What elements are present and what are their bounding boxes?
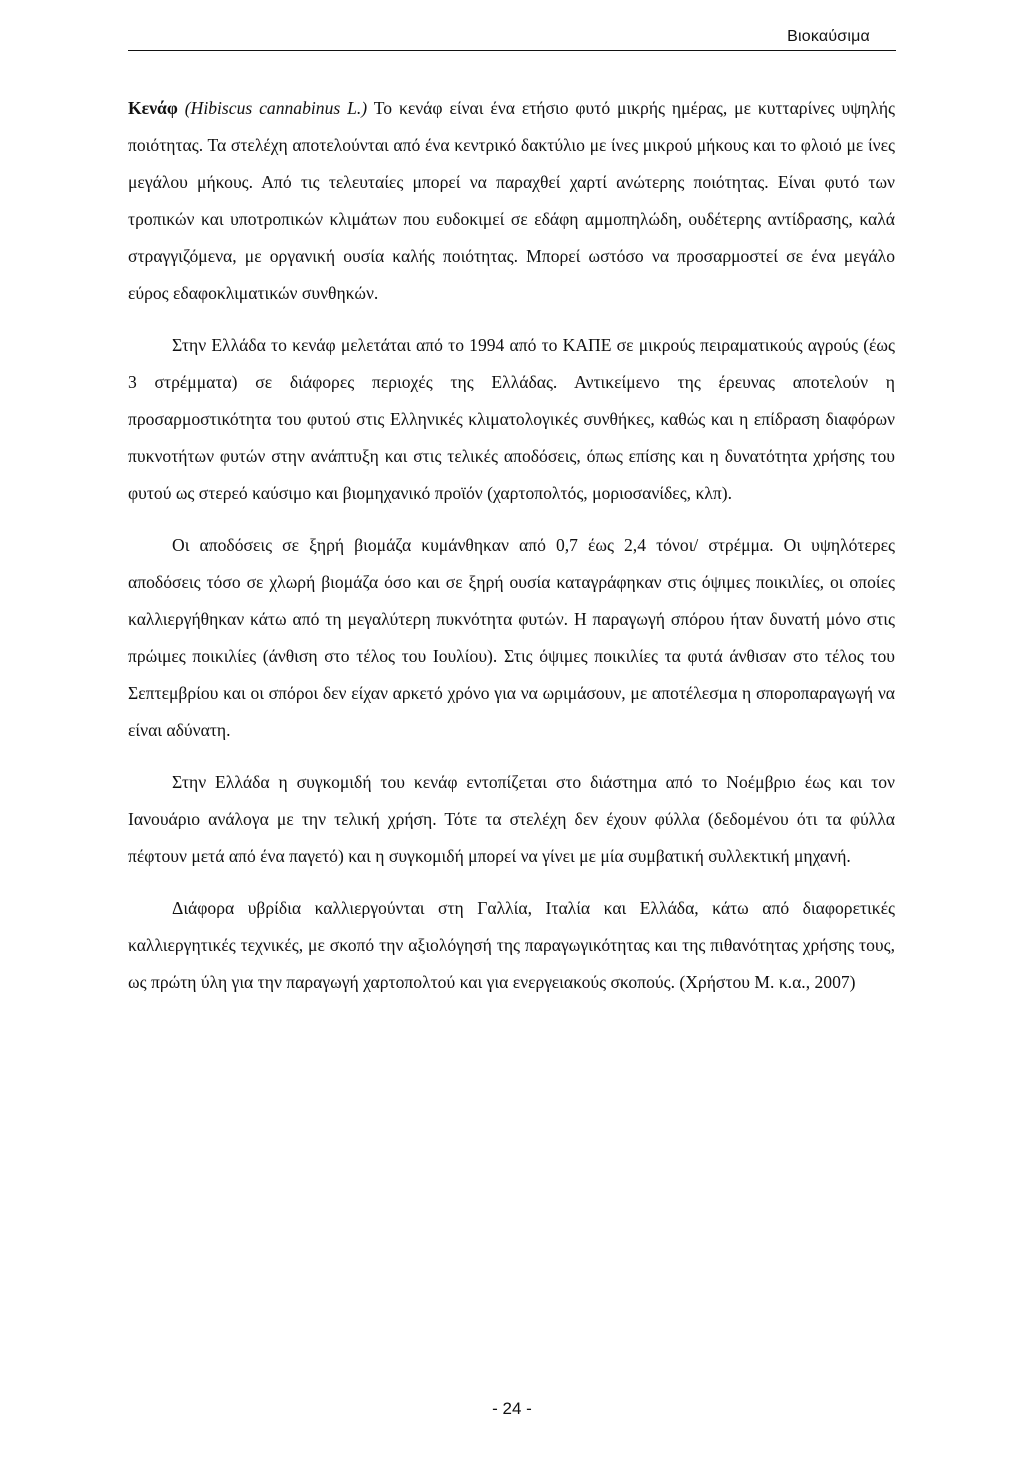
paragraph: Οι αποδόσεις σε ξηρή βιομάζα κυμάνθηκαν από 0,7 έως 2,4 τόνοι/ στρέμμα. Οι υψηλότερες αποδόσεις τόσο σε χλωρή βιομάζα όσο και σε ξηρή ουσία καταγράφηκαν στις όψιμες ποικιλίες, οι οποίες καλλιεργήθηκαν κάτω από τη μεγαλύτερη πυκνότητα φυτών. Η παραγωγή σπόρου ήταν δυνατή μόνο στις πρώιμες ποικιλίες (άνθιση στο τέλος του Ιουλίου). Στις όψιμες ποικιλίες τα φυτά άνθισαν στο τέλος του Σεπτεμβρίου και οι σπόροι δεν είχαν αρκετό χρόνο για να ωριμάσουν, με αποτέλεσμα η σποροπαραγωγή να είναι αδύνατη. — [128, 535, 895, 740]
page-number: - 24 - — [492, 1399, 532, 1418]
running-header-title: Βιοκαύσιμα — [787, 28, 870, 45]
paragraph-intro — [128, 90, 895, 312]
term-kenaf: Κενάφ — [128, 98, 178, 118]
paragraph: Στην Ελλάδα το κενάφ μελετάται από το 1994 από το ΚΑΠΕ σε μικρούς πειραματικούς αγρούς (έως 3 στρέμματα) σε διάφορες περιοχές της Ελλάδας. Αντικείμενο της έρευνας αποτελούν η προσαρμοστικότητα του φυτού στις Ελληνικές κλιματολογικές συνθήκες, καθώς και η επίδραση διαφόρων πυκνοτήτων φυτών στην ανάπτυξη και στις τελικές αποδόσεις, όπως επίσης και η δυνατότητα χρήσης του φυτού ως στερεό καύσιμο και βιομηχανικό προϊόν (χαρτοπολτός, μοριοσανίδες, κλπ). — [128, 335, 895, 503]
paragraph: Στην Ελλάδα η συγκομιδή του κενάφ εντοπίζεται στο διάστημα από το Νοέμβριο έως και τον Ιανουάριο ανάλογα με την τελική χρήση. Τότε τα στελέχη δεν έχουν φύλλα (δεδομένου ότι τα φύλλα πέφτουν μετά από ένα παγετό) και η συγκομιδή μπορεί να γίνει με μία συμβατική συλλεκτική μηχανή. — [128, 772, 895, 866]
running-header — [128, 18, 896, 51]
paragraph: Διάφορα υβρίδια καλλιεργούνται στη Γαλλία, Ιταλία και Ελλάδα, κάτω από διαφορετικές καλλιεργητικές τεχνικές, με σκοπό την αξιολόγησή της παραγωγικότητας και της πιθανότητας χρήσης τους, ως πρώτη ύλη για την παραγωγή χαρτοπολτού και για ενεργειακούς σκοπούς. (Χρήστου Μ. κ.α., 2007) — [128, 898, 895, 992]
body-text — [128, 90, 895, 1016]
paragraph-intro-text: Το κενάφ είναι ένα ετήσιο φυτό μικρής ημέρας, με κυτταρίνες υψηλής ποιότητας. Τα στελέχη αποτελούνται από ένα κεντρικό δακτύλιο με ίνες μικρού μήκους και το φλοιό με ίνες μεγάλου μήκους. Από τις τελευταίες μπορεί να παραχθεί χαρτί ανώτερης ποιότητας. Είναι φυτό των τροπικών και υποτροπικών κλιμάτων που ευδοκιμεί σε εδάφη αμμοπηλώδη, ουδέτερης αντίδρασης, καλά στραγγιζόμενα, με οργανική ουσία καλής ποιότητας. Μπορεί ωστόσο να προσαρμοστεί σε ένα μεγάλο εύρος εδαφοκλιματικών συνθηκών. — [128, 98, 895, 303]
latin-name: (Hibiscus cannabinus L.) — [184, 98, 368, 118]
